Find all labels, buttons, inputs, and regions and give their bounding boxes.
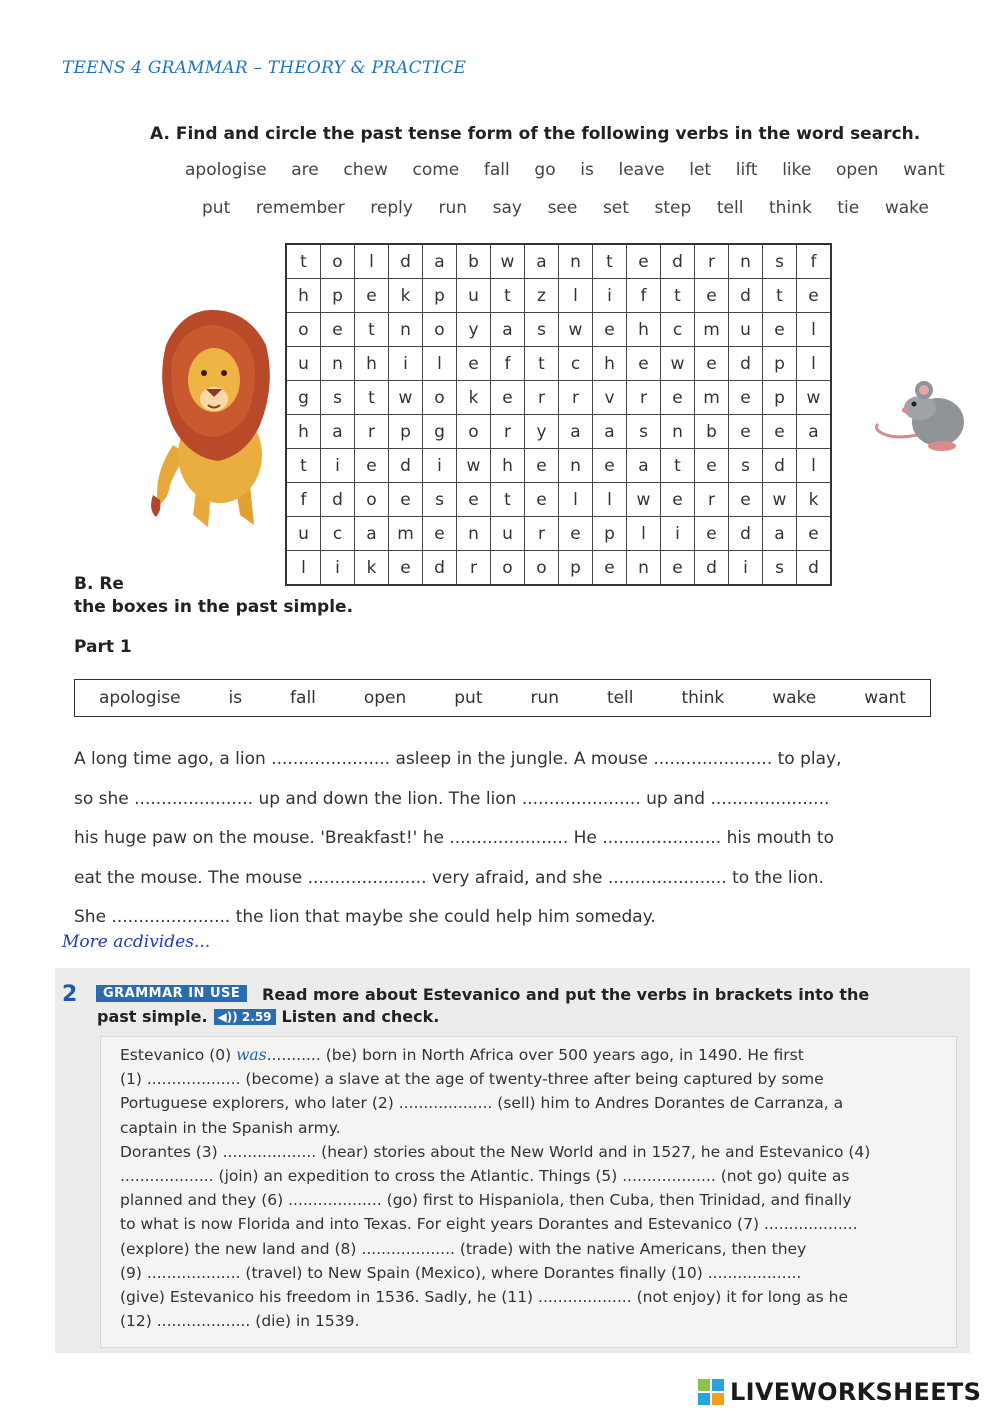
grid-letter[interactable]: w	[797, 381, 832, 415]
grid-letter[interactable]: t	[763, 279, 797, 313]
grid-letter[interactable]: i	[661, 517, 695, 551]
grid-letter[interactable]: d	[763, 449, 797, 483]
grid-letter[interactable]: t	[491, 483, 525, 517]
grid-letter[interactable]: w	[559, 313, 593, 347]
grid-row	[286, 279, 831, 313]
grid-letter[interactable]: k	[355, 551, 389, 586]
box-verb: wake	[772, 688, 817, 708]
grid-letter[interactable]: p	[763, 381, 797, 415]
grid-letter[interactable]: r	[491, 415, 525, 449]
grid-letter[interactable]: m	[695, 381, 729, 415]
grid-letter[interactable]: d	[661, 244, 695, 279]
grid-letter[interactable]: n	[729, 244, 763, 279]
grid-letter[interactable]: r	[525, 381, 559, 415]
verb-list-row-1	[185, 160, 945, 180]
grid-letter[interactable]: e	[763, 313, 797, 347]
grid-letter[interactable]: s	[321, 381, 355, 415]
text-line: captain in the Spanish army.	[120, 1118, 341, 1137]
grid-letter[interactable]: d	[389, 244, 423, 279]
grid-row	[286, 415, 831, 449]
grid-letter[interactable]: d	[389, 449, 423, 483]
verb-item: say	[492, 198, 522, 218]
text-line[interactable]: planned and they (6) ................... (go) first to Hispaniola, then Cuba, then Trinidad, and finally	[120, 1191, 852, 1210]
grid-letter[interactable]: e	[559, 517, 593, 551]
grid-letter[interactable]: a	[763, 517, 797, 551]
grid-letter[interactable]: o	[423, 381, 457, 415]
grid-letter[interactable]: e	[695, 279, 729, 313]
grid-letter[interactable]: e	[627, 244, 661, 279]
grid-letter[interactable]: p	[559, 551, 593, 586]
grid-letter[interactable]: l	[355, 244, 389, 279]
grid-letter[interactable]: i	[423, 449, 457, 483]
grid-letter[interactable]: k	[457, 381, 491, 415]
text-line[interactable]: ................... (join) an expedition to cross the Atlantic. Things (5) ................... (not go) quite as	[120, 1167, 850, 1186]
text-line[interactable]: (explore) the new land and (8) ................... (trade) with the native Americans, then they	[120, 1239, 807, 1258]
grid-letter[interactable]: i	[321, 551, 355, 586]
grid-letter[interactable]: w	[661, 347, 695, 381]
grid-letter[interactable]: e	[525, 483, 559, 517]
verb-item: remember	[255, 198, 345, 218]
grid-letter[interactable]: a	[525, 244, 559, 279]
grid-letter[interactable]: o	[457, 415, 491, 449]
verb-item: tell	[716, 198, 744, 218]
grid-letter[interactable]: e	[661, 551, 695, 586]
grid-letter[interactable]: s	[627, 415, 661, 449]
grid-letter[interactable]: e	[729, 483, 763, 517]
instruction-text: past simple.	[97, 1007, 208, 1026]
verb-item: open	[836, 160, 879, 180]
box-verb: fall	[290, 688, 316, 708]
exercise-number: 2	[62, 982, 78, 1007]
grid-letter[interactable]: m	[389, 517, 423, 551]
grid-letter[interactable]: g	[423, 415, 457, 449]
grid-letter[interactable]: h	[286, 415, 321, 449]
box-verb: run	[530, 688, 559, 708]
grid-row	[286, 381, 831, 415]
grid-letter[interactable]: s	[729, 449, 763, 483]
text-line[interactable]: Estevanico (0) was........... (be) born in North Africa over 500 years ago, in 1490. He first	[120, 1046, 804, 1064]
grid-letter[interactable]: o	[286, 313, 321, 347]
grid-letter[interactable]: w	[627, 483, 661, 517]
more-activities-link[interactable]: More acdivides...	[62, 932, 211, 952]
verb-item: see	[547, 198, 578, 218]
grid-row	[286, 483, 831, 517]
grid-letter[interactable]: f	[491, 347, 525, 381]
grid-letter[interactable]: t	[661, 449, 695, 483]
grid-letter[interactable]: z	[525, 279, 559, 313]
grid-letter[interactable]: a	[559, 415, 593, 449]
grid-letter[interactable]: u	[729, 313, 763, 347]
verb-item: fall	[483, 160, 510, 180]
verb-item: leave	[618, 160, 665, 180]
grid-letter[interactable]: g	[286, 381, 321, 415]
story-line[interactable]: his huge paw on the mouse. 'Breakfast!' he ...................... He ...................... his mouth to	[74, 828, 834, 848]
grid-letter[interactable]: a	[491, 313, 525, 347]
grid-letter[interactable]: e	[355, 279, 389, 313]
grid-letter[interactable]: t	[593, 244, 627, 279]
part-1-label: Part 1	[74, 637, 132, 657]
grid-letter[interactable]: e	[797, 517, 832, 551]
grid-letter[interactable]: r	[627, 381, 661, 415]
grid-letter[interactable]: a	[355, 517, 389, 551]
grid-letter[interactable]: u	[491, 517, 525, 551]
grid-letter[interactable]: r	[457, 551, 491, 586]
section-b-instruction: the boxes in the past simple.	[74, 597, 354, 617]
verb-item: is	[580, 160, 594, 180]
grid-letter[interactable]: w	[763, 483, 797, 517]
grid-letter[interactable]: n	[321, 347, 355, 381]
verb-list-row-2	[202, 198, 929, 218]
grid-letter[interactable]: e	[423, 517, 457, 551]
grid-letter[interactable]: n	[457, 517, 491, 551]
grid-letter[interactable]: e	[389, 551, 423, 586]
grid-letter[interactable]: l	[286, 551, 321, 586]
grid-letter[interactable]: w	[457, 449, 491, 483]
grid-letter[interactable]: e	[321, 313, 355, 347]
audio-track-icon[interactable]: ◀)) 2.59	[214, 1009, 276, 1025]
lion-illustration	[148, 305, 276, 533]
grid-row	[286, 244, 831, 279]
grid-letter[interactable]: e	[695, 449, 729, 483]
text-line[interactable]: Dorantes (3) ................... (hear) stories about the New World and in 1527, he and Estevanico (4)	[120, 1142, 871, 1161]
grid-letter[interactable]: a	[423, 244, 457, 279]
grid-letter[interactable]: d	[729, 347, 763, 381]
mouse-illustration	[872, 380, 972, 454]
grid-letter[interactable]: l	[593, 483, 627, 517]
grid-letter[interactable]: a	[797, 415, 832, 449]
grid-letter[interactable]: l	[797, 449, 832, 483]
grid-letter[interactable]: e	[661, 381, 695, 415]
grid-letter[interactable]: n	[661, 415, 695, 449]
grid-letter[interactable]: l	[797, 313, 832, 347]
grid-letter[interactable]: t	[525, 347, 559, 381]
grid-letter[interactable]: f	[627, 279, 661, 313]
grid-letter[interactable]: e	[695, 517, 729, 551]
grid-letter[interactable]: u	[286, 517, 321, 551]
verb-item: put	[202, 198, 231, 218]
box-verb: think	[681, 688, 725, 708]
story-line[interactable]: She ...................... the lion that maybe she could help him someday.	[74, 907, 656, 927]
verb-item: are	[291, 160, 319, 180]
grid-letter[interactable]: s	[525, 313, 559, 347]
grid-letter[interactable]: h	[286, 279, 321, 313]
text-line[interactable]: (1) ................... (become) a slave at the age of twenty-three after being captured by some	[120, 1070, 824, 1089]
verb-item: lift	[735, 160, 758, 180]
verb-item: want	[903, 160, 945, 180]
grid-letter[interactable]: l	[559, 483, 593, 517]
grid-row	[286, 313, 831, 347]
grid-letter[interactable]: c	[321, 517, 355, 551]
instruction-text: Listen and check.	[281, 1007, 440, 1026]
text-line[interactable]: (12) ................... (die) in 1539.	[120, 1312, 360, 1331]
grid-letter[interactable]: y	[525, 415, 559, 449]
verb-item: think	[769, 198, 812, 218]
liveworksheets-logo	[698, 1378, 981, 1406]
grid-letter[interactable]: r	[695, 244, 729, 279]
grid-letter[interactable]: a	[321, 415, 355, 449]
grid-letter[interactable]: n	[559, 449, 593, 483]
grid-letter[interactable]: e	[593, 551, 627, 586]
story-line[interactable]: eat the mouse. The mouse ...................... very afraid, and she ...................... to the lion.	[74, 867, 824, 888]
grid-letter[interactable]: e	[525, 449, 559, 483]
verb-item: tie	[837, 198, 860, 218]
grid-letter[interactable]: e	[457, 483, 491, 517]
worksheet-header: TEENS 4 GRAMMAR – THEORY & PRACTICE	[62, 58, 467, 78]
grid-letter[interactable]: d	[321, 483, 355, 517]
section-a-title: A. Find and circle the past tense form of the following verbs in the word search.	[150, 124, 921, 144]
grid-letter[interactable]: e	[729, 415, 763, 449]
grid-letter[interactable]: k	[389, 279, 423, 313]
grid-letter[interactable]: r	[525, 517, 559, 551]
grid-letter[interactable]: l	[423, 347, 457, 381]
grid-letter[interactable]: y	[457, 313, 491, 347]
text-line[interactable]: Portuguese explorers, who later (2) ................... (sell) him to Andres Dorantes de Carranza, a	[120, 1094, 844, 1113]
grid-row	[286, 449, 831, 483]
grid-letter[interactable]: h	[627, 313, 661, 347]
text-line[interactable]: (9) ................... (travel) to New Spain (Mexico), where Dorantes finally (10) ...................	[120, 1263, 802, 1282]
box-verb: apologise	[98, 688, 181, 708]
text-line[interactable]: (give) Estevanico his freedom in 1536. Sadly, he (11) ................... (not enjoy) it for long as he	[120, 1288, 849, 1307]
grid-letter[interactable]: o	[525, 551, 559, 586]
grid-letter[interactable]: i	[321, 449, 355, 483]
verb-item: set	[602, 198, 629, 218]
grid-letter[interactable]: t	[491, 279, 525, 313]
box-verb: tell	[606, 688, 634, 708]
grid-row	[286, 551, 831, 586]
word-search-grid[interactable]	[285, 243, 832, 586]
grid-letter[interactable]: a	[627, 449, 661, 483]
verb-item: come	[412, 160, 460, 180]
box-verb: open	[363, 688, 407, 708]
grid-letter[interactable]: s	[763, 551, 797, 586]
grid-letter[interactable]: i	[389, 347, 423, 381]
grid-letter[interactable]: b	[457, 244, 491, 279]
verb-item: apologise	[185, 160, 267, 180]
logo-text: LIVEWORKSHEETS	[730, 1378, 982, 1406]
grid-letter[interactable]: e	[627, 347, 661, 381]
grid-letter[interactable]: k	[797, 483, 832, 517]
grammar-in-use-badge: GRAMMAR IN USE	[96, 985, 247, 1002]
story-line[interactable]: A long time ago, a lion ...................... asleep in the jungle. A mouse ...................... to play,	[74, 749, 842, 769]
verb-item: let	[689, 160, 712, 180]
grid-letter[interactable]: e	[389, 483, 423, 517]
exercise-2-instruction: Read more about Estevanico and put the verbs in brackets into the	[262, 985, 870, 1004]
example-answer: was	[236, 1046, 267, 1064]
grid-letter[interactable]: l	[559, 279, 593, 313]
grid-letter[interactable]: n	[559, 244, 593, 279]
box-verb: want	[864, 688, 906, 708]
grid-letter[interactable]: p	[389, 415, 423, 449]
grid-letter[interactable]: h	[593, 347, 627, 381]
grid-letter[interactable]: l	[627, 517, 661, 551]
grid-letter[interactable]: o	[321, 244, 355, 279]
verb-item: wake	[884, 198, 929, 218]
grid-letter[interactable]: d	[797, 551, 832, 586]
lion-story	[74, 740, 944, 938]
grid-letter[interactable]: w	[389, 381, 423, 415]
grid-letter[interactable]: e	[695, 347, 729, 381]
grid-letter[interactable]: c	[661, 313, 695, 347]
grid-letter[interactable]: r	[355, 415, 389, 449]
grid-letter[interactable]: t	[286, 449, 321, 483]
grid-letter[interactable]: u	[457, 279, 491, 313]
grid-letter[interactable]: w	[491, 244, 525, 279]
section-b-title: B. Re	[74, 574, 124, 594]
grid-row	[286, 347, 831, 381]
verb-box	[74, 679, 931, 717]
grid-letter[interactable]: e	[797, 279, 832, 313]
grid-letter[interactable]: a	[593, 415, 627, 449]
grid-letter[interactable]: t	[355, 381, 389, 415]
logo-icon	[698, 1379, 724, 1405]
grid-letter[interactable]: i	[593, 279, 627, 313]
grid-letter[interactable]: p	[763, 347, 797, 381]
grid-letter[interactable]: e	[729, 381, 763, 415]
grid-letter[interactable]: t	[286, 244, 321, 279]
verb-item: run	[438, 198, 468, 218]
verb-item: step	[654, 198, 692, 218]
grid-letter[interactable]: c	[559, 347, 593, 381]
grid-letter[interactable]: n	[627, 551, 661, 586]
grid-letter[interactable]: f	[286, 483, 321, 517]
box-verb: is	[228, 688, 243, 708]
grid-letter[interactable]: u	[286, 347, 321, 381]
grid-letter[interactable]: o	[491, 551, 525, 586]
grid-letter[interactable]: d	[695, 551, 729, 586]
grid-letter[interactable]: e	[457, 347, 491, 381]
grid-letter[interactable]: e	[355, 449, 389, 483]
grid-letter[interactable]: s	[423, 483, 457, 517]
grid-letter[interactable]: r	[695, 483, 729, 517]
grid-letter[interactable]: d	[423, 551, 457, 586]
grid-letter[interactable]: e	[491, 381, 525, 415]
grid-letter[interactable]: h	[355, 347, 389, 381]
grid-letter[interactable]: p	[423, 279, 457, 313]
grid-letter[interactable]: o	[423, 313, 457, 347]
grid-letter[interactable]: n	[389, 313, 423, 347]
verb-item: go	[534, 160, 556, 180]
grid-letter[interactable]: p	[593, 517, 627, 551]
grid-letter[interactable]: f	[797, 244, 832, 279]
grid-letter[interactable]: d	[729, 517, 763, 551]
grid-letter[interactable]: b	[695, 415, 729, 449]
grid-letter[interactable]: l	[797, 347, 832, 381]
exercise-2-instruction-line-2	[97, 1007, 439, 1026]
grid-row	[286, 517, 831, 551]
grid-letter[interactable]: o	[355, 483, 389, 517]
grid-letter[interactable]: e	[763, 415, 797, 449]
verb-item: chew	[343, 160, 388, 180]
grid-letter[interactable]: e	[661, 483, 695, 517]
grid-letter[interactable]: r	[559, 381, 593, 415]
estevanico-text	[120, 1043, 920, 1333]
grid-letter[interactable]: s	[763, 244, 797, 279]
grid-letter[interactable]: v	[593, 381, 627, 415]
grid-letter[interactable]: m	[695, 313, 729, 347]
grid-letter[interactable]: h	[491, 449, 525, 483]
grid-letter[interactable]: p	[321, 279, 355, 313]
text-line[interactable]: to what is now Florida and into Texas. For eight years Dorantes and Estevanico (7) ...................	[120, 1215, 858, 1234]
verb-item: like	[782, 160, 812, 180]
grid-letter[interactable]: e	[593, 313, 627, 347]
grid-letter[interactable]: d	[729, 279, 763, 313]
box-verb: put	[454, 688, 483, 708]
grid-letter[interactable]: i	[729, 551, 763, 586]
grid-letter[interactable]: t	[355, 313, 389, 347]
grid-letter[interactable]: e	[593, 449, 627, 483]
grid-letter[interactable]: t	[661, 279, 695, 313]
verb-item: reply	[370, 198, 413, 218]
story-line[interactable]: so she ...................... up and down the lion. The lion ...................... up and ......................	[74, 788, 830, 809]
